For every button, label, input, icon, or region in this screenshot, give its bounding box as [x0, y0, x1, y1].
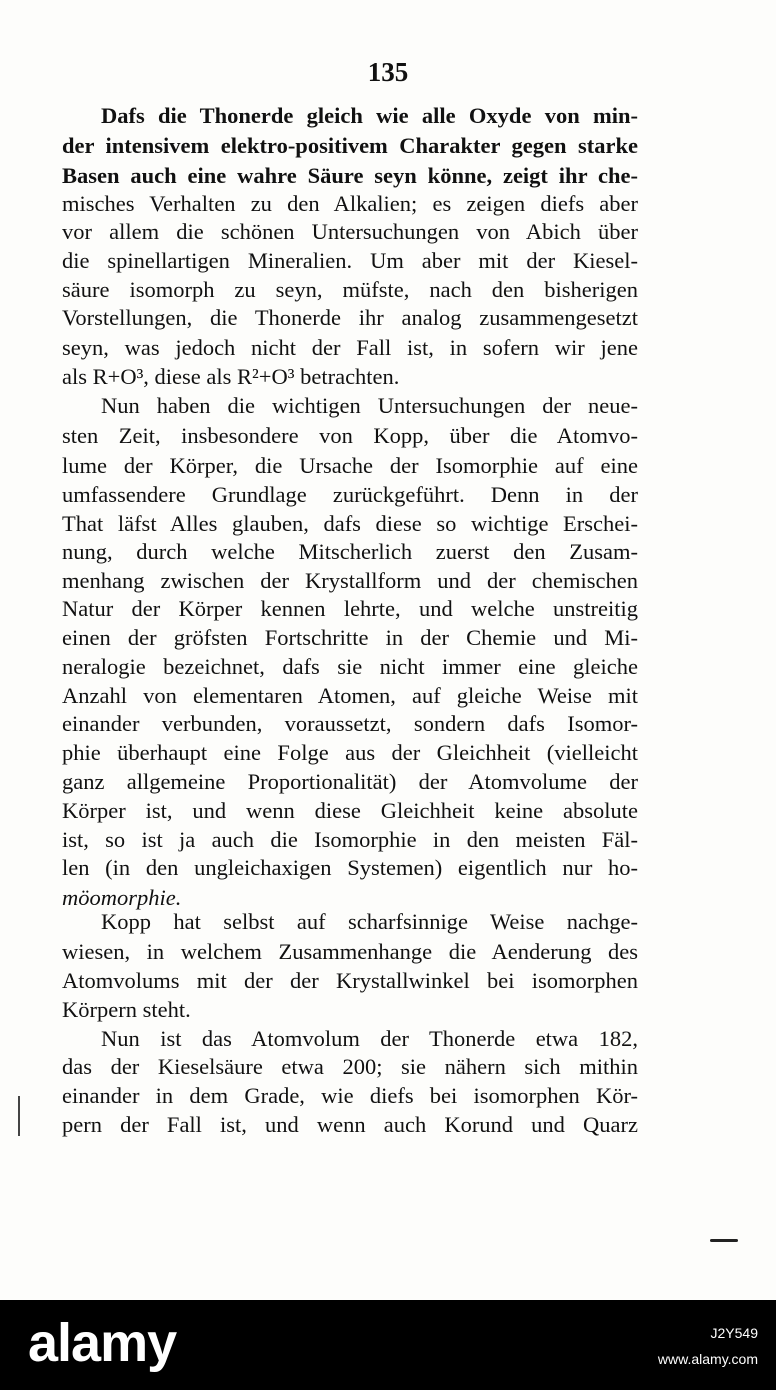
text-line: einander verbunden, voraussetzt, sondern dafs Isomor-: [62, 711, 638, 736]
site-url: www.alamy.com: [657, 1351, 758, 1367]
text-line: wiesen, in welchem Zusammenhange die Aenderung des: [62, 939, 638, 964]
text-line: säure isomorph zu seyn, müfste, nach den bisherigen: [62, 277, 638, 302]
text-line: umfassendere Grundlage zurückgeführt. Denn in der: [62, 482, 638, 507]
text-line: Vorstellungen, die Thonerde ihr analog zusammengesetzt: [62, 305, 638, 330]
margin-mark: [18, 1096, 20, 1136]
text-line: der intensivem elektro-positivem Charakter gegen starke: [62, 133, 638, 158]
image-id: J2Y549: [710, 1325, 758, 1341]
text-line: seyn, was jedoch nicht der Fall ist, in sofern wir jene: [62, 335, 638, 360]
text-line: einen der gröfsten Fortschritte in der Chemie und Mi-: [62, 625, 638, 650]
text-line: sten Zeit, insbesondere von Kopp, über die Atomvo-: [62, 423, 638, 448]
text-line: Dafs die Thonerde gleich wie alle Oxyde von min-: [101, 103, 638, 128]
text-line: einander in dem Grade, wie diefs bei isomorphen Kör-: [62, 1083, 638, 1108]
text-line: das der Kieselsäure etwa 200; sie nähern sich mithin: [62, 1054, 638, 1079]
text-line: möomorphie.: [62, 885, 182, 910]
text-line: als R+O³, diese als R²+O³ betrachten.: [62, 364, 400, 389]
text-line: ganz allgemeine Proportionalität) der Atomvolume der: [62, 769, 638, 794]
text-line: pern der Fall ist, und wenn auch Korund und Quarz: [62, 1112, 638, 1137]
text-line: Körpern steht.: [62, 997, 191, 1022]
text-line: Natur der Körper kennen lehrte, und welche unstreitig: [62, 596, 638, 621]
margin-mark: [710, 1239, 738, 1242]
text-line: Atomvolums mit der der Krystallwinkel bei isomorphen: [62, 968, 638, 993]
text-line: Körper ist, und wenn diese Gleichheit keine absolute: [62, 798, 638, 823]
text-line: Basen auch eine wahre Säure seyn könne, zeigt ihr che-: [62, 163, 638, 188]
text-line: lume der Körper, die Ursache der Isomorphie auf eine: [62, 453, 638, 478]
text-line: misches Verhalten zu den Alkalien; es zeigen diefs aber: [62, 191, 638, 216]
text-line: phie überhaupt eine Folge aus der Gleichheit (vielleicht: [62, 740, 638, 765]
text-line: Nun ist das Atomvolum der Thonerde etwa 182,: [101, 1026, 638, 1051]
text-line: ist, so ist ja auch die Isomorphie in den meisten Fäl-: [62, 827, 638, 852]
text-line: menhang zwischen der Krystallform und der chemischen: [62, 568, 638, 593]
text-line: That läfst Alles glauben, dafs diese so wichtige Erschei-: [62, 511, 638, 536]
text-line: len (in den ungleichaxigen Systemen) eigentlich nur ho-: [62, 855, 638, 880]
text-line: neralogie bezeichnet, dafs sie nicht immer eine gleiche: [62, 654, 638, 679]
text-line: Nun haben die wichtigen Untersuchungen der neue-: [101, 393, 638, 418]
text-line: vor allem die schönen Untersuchungen von Abich über: [62, 219, 638, 244]
text-line: Kopp hat selbst auf scharfsinnige Weise nachge-: [101, 909, 638, 934]
text-line: die spinellartigen Mineralien. Um aber mit der Kiesel-: [62, 248, 638, 273]
text-line: nung, durch welche Mitscherlich zuerst den Zusam-: [62, 539, 638, 564]
page-number: 135: [367, 57, 409, 87]
watermark-logo: alamy: [28, 1313, 177, 1373]
text-line: Anzahl von elementaren Atomen, auf gleiche Weise mit: [62, 683, 638, 708]
